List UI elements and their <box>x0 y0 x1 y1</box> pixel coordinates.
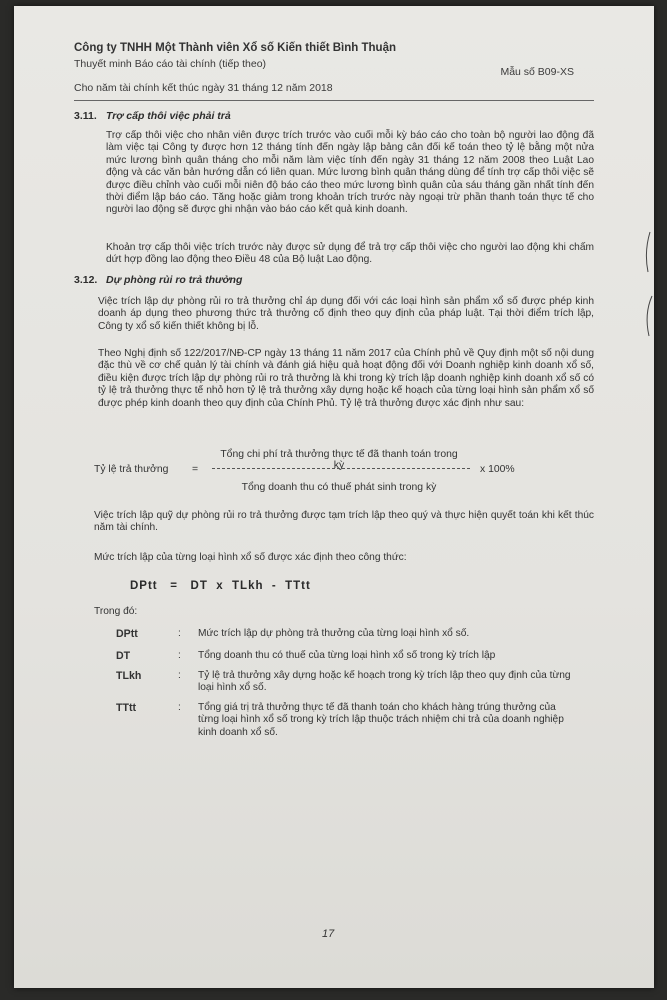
section-number: 3.11. <box>74 110 97 122</box>
definition-colon: : <box>178 650 181 661</box>
definition-term: TTtt <box>116 702 136 714</box>
page-number: 17 <box>322 928 335 940</box>
report-period: Cho năm tài chính kết thúc ngày 31 tháng 12 năm 2018 <box>74 82 333 94</box>
section-3-11-paragraph-1: Trợ cấp thôi việc cho nhân viên được trích trước vào cuối mỗi kỳ báo cáo cho toàn bộ người lao động đã làm việc tại Công ty được hơn 12 tháng tính đến ngày lập bảng cân đối kế toán theo tỷ lệ bằng một nửa mức lương bình quân tháng cho mỗi năm làm việc tính đến ngày 31 tháng 12 năm 2008 theo Luật Lao động và các văn bản hướng dẫn có liên quan. Mức lương bình quân tháng dùng để tính trợ cấp thôi việc sẽ được điều chỉnh vào cuối mỗi niên độ báo cáo theo mức lương bình quân của sáu tháng gần nhất tính đến thời điểm lập báo cáo. Tăng hoặc giảm trong khoản trích trước này ngoại trừ phần thanh toán thực tế cho người lao động sẽ được ghi nhận vào báo cáo kết quả kinh doanh. <box>106 130 594 216</box>
report-subtitle: Thuyết minh Báo cáo tài chính (tiếp theo) <box>74 58 267 70</box>
stamp-fragment-icon <box>640 226 654 346</box>
section-title: Trợ cấp thôi việc phải trả <box>106 110 231 122</box>
section-3-12-heading <box>74 274 242 286</box>
fraction-line <box>212 468 470 469</box>
ratio-multiplier: x 100% <box>480 464 515 475</box>
section-3-12-paragraph-1: Việc trích lập dự phòng rủi ro trả thưởng chỉ áp dụng đối với các loại hình sản phẩm xổ số được phép kinh doanh áp dụng theo phương thức trả thưởng cố định theo quy định của pháp luật. Tại thời điểm trích lập, Công ty xổ số kiến thiết không bị lỗ. <box>98 296 594 332</box>
ratio-numerator: Tổng chi phí trả thưởng thực tế đã thanh toán trong kỳ <box>220 449 458 471</box>
definition-term: DPtt <box>116 628 138 640</box>
document-page <box>14 6 654 988</box>
ratio-formula-equals: = <box>192 464 199 475</box>
where-label: Trong đó: <box>94 606 138 617</box>
section-3-12-paragraph-2: Theo Nghị định số 122/2017/NĐ-CP ngày 13 tháng 11 năm 2017 của Chính phủ về Quy định một số nội dung đặc thù về cơ chế quản lý tài chính và đánh giá hiệu quả hoạt động đối với Doanh nghiệp kinh doanh xổ số, điều kiện được trích lập dự phòng rủi ro trả thưởng là khi trong kỳ trích lập doanh nghiệp kinh doanh xổ số có tỷ lệ trả thưởng thực tế nhỏ hơn tỷ lệ trả thưởng xây dựng hoặc kế hoạch của từng loại hình sản phẩm xổ số được phép kinh doanh theo quy định của Chính Phủ. Tỷ lệ trả thưởng được xác định như sau: <box>98 348 594 409</box>
section-3-11-heading <box>74 110 231 122</box>
definition-term: DT <box>116 650 131 662</box>
definition-colon: : <box>178 702 181 713</box>
provision-formula: DPtt = DT x TLkh - TTtt <box>130 580 311 592</box>
company-name: Công ty TNHH Một Thành viên Xổ số Kiến thiết Bình Thuận <box>74 42 396 54</box>
definition-row <box>116 650 596 664</box>
definition-row <box>116 628 596 642</box>
definition-row <box>116 670 596 698</box>
definition-row <box>116 702 596 742</box>
formula-intro: Mức trích lập của từng loại hình xổ số được xác định theo công thức: <box>94 552 407 563</box>
ratio-formula-label: Tỷ lệ trả thưởng <box>94 464 169 475</box>
ratio-denominator: Tổng doanh thu có thuế phát sinh trong kỳ <box>241 482 437 493</box>
header-divider <box>74 100 594 101</box>
definition-colon: : <box>178 670 181 681</box>
section-number: 3.12. <box>74 274 98 286</box>
definition-term: TLkh <box>116 670 142 682</box>
section-3-11-paragraph-2: Khoản trợ cấp thôi việc trích trước này được sử dụng để trả trợ cấp thôi việc cho người lao động khi chấm dứt hợp đồng lao động theo Điều 48 của Bộ luật Lao động. <box>106 242 594 266</box>
definition-text: Tỷ lệ trả thưởng xây dựng hoặc kế hoạch trong kỳ trích lập theo quy định của từng loại hình xổ số. <box>198 670 571 694</box>
definition-colon: : <box>178 628 181 639</box>
section-3-12-paragraph-3: Việc trích lập quỹ dự phòng rủi ro trả thưởng được tạm trích lập theo quý và thực hiện quyết toán khi kết thúc năm tài chính. <box>94 510 594 534</box>
definition-text: Tổng doanh thu có thuế của từng loại hình xổ số trong kỳ trích lập <box>198 650 496 661</box>
form-code: Mẫu số B09-XS <box>500 66 574 78</box>
definition-text: Mức trích lập dự phòng trả thưởng của từng loại hình xổ số. <box>198 628 470 639</box>
definition-text: Tổng giá trị trả thưởng thực tế đã thanh toán cho khách hàng trúng thưởng của từng loại hình xổ số trong kỳ trích lập thuộc trách nhiệm chi trả của doanh nghiệp kinh doanh xổ số. <box>198 702 564 738</box>
section-title: Dự phòng rủi ro trả thưởng <box>106 274 243 286</box>
